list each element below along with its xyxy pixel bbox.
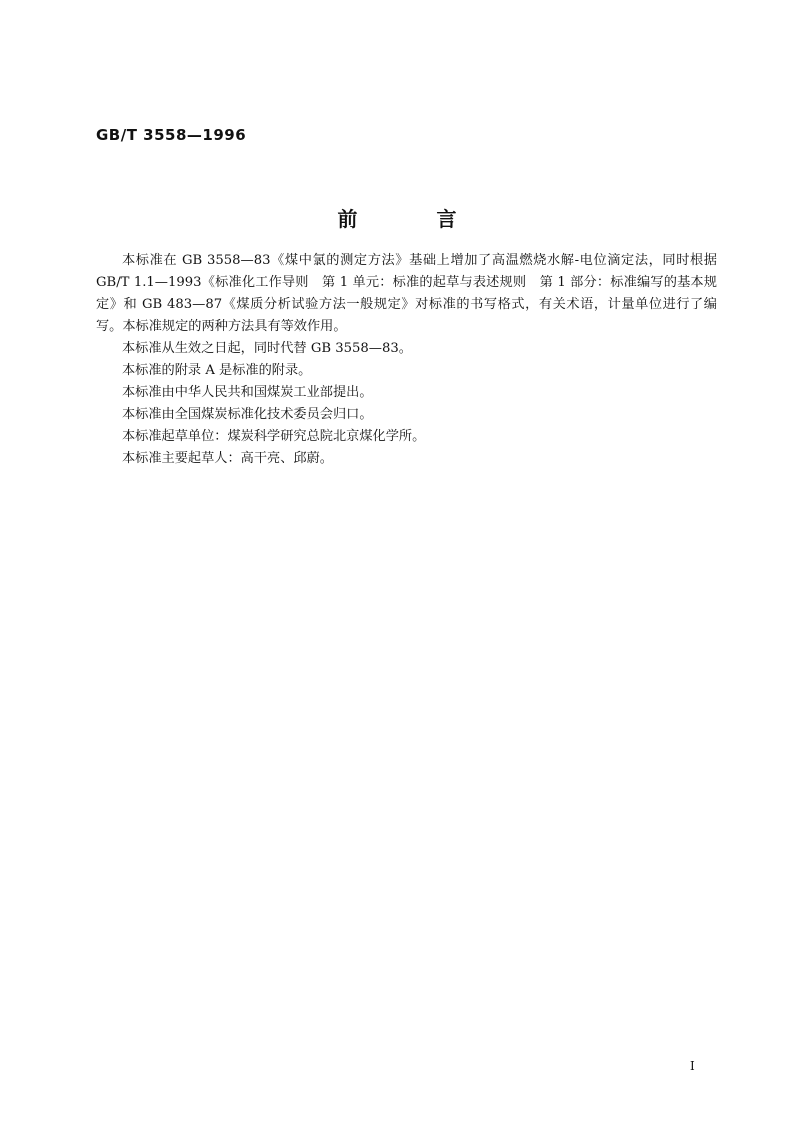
page-title: 前 言 [337, 207, 493, 231]
paragraph: 本标准在 GB 3558—83《煤中氯的测定方法》基础上增加了高温燃烧水解-电位滴定法，同时根据 GB/T 1.1—1993《标准化工作导则 第 1 单元：标准的起草与表述规则 第 1 部分：标准编写的基本规定》和 GB 483—87《煤质分析试验方法一般规定》对标准的书写格式，有关术语，计量单位进行了编写。本标准规定的两种方法具有等效作用。 [96, 253, 717, 334]
paragraph: 本标准由中华人民共和国煤炭工业部提出。 [122, 385, 373, 400]
paragraph: 本标准从生效之日起，同时代替 GB 3558—83。 [122, 341, 412, 356]
paragraph: 本标准由全国煤炭标准化技术委员会归口。 [122, 407, 373, 422]
page-number: I [690, 1059, 695, 1073]
paragraph: 本标准起草单位：煤炭科学研究总院北京煤化学所。 [122, 429, 426, 444]
standard-code: GB/T 3558—1996 [96, 126, 247, 144]
paragraph: 本标准的附录 A 是标准的附录。 [122, 363, 312, 378]
paragraph: 本标准主要起草人：高干亮、邱蔚。 [122, 451, 333, 466]
foreword-body [96, 250, 717, 470]
